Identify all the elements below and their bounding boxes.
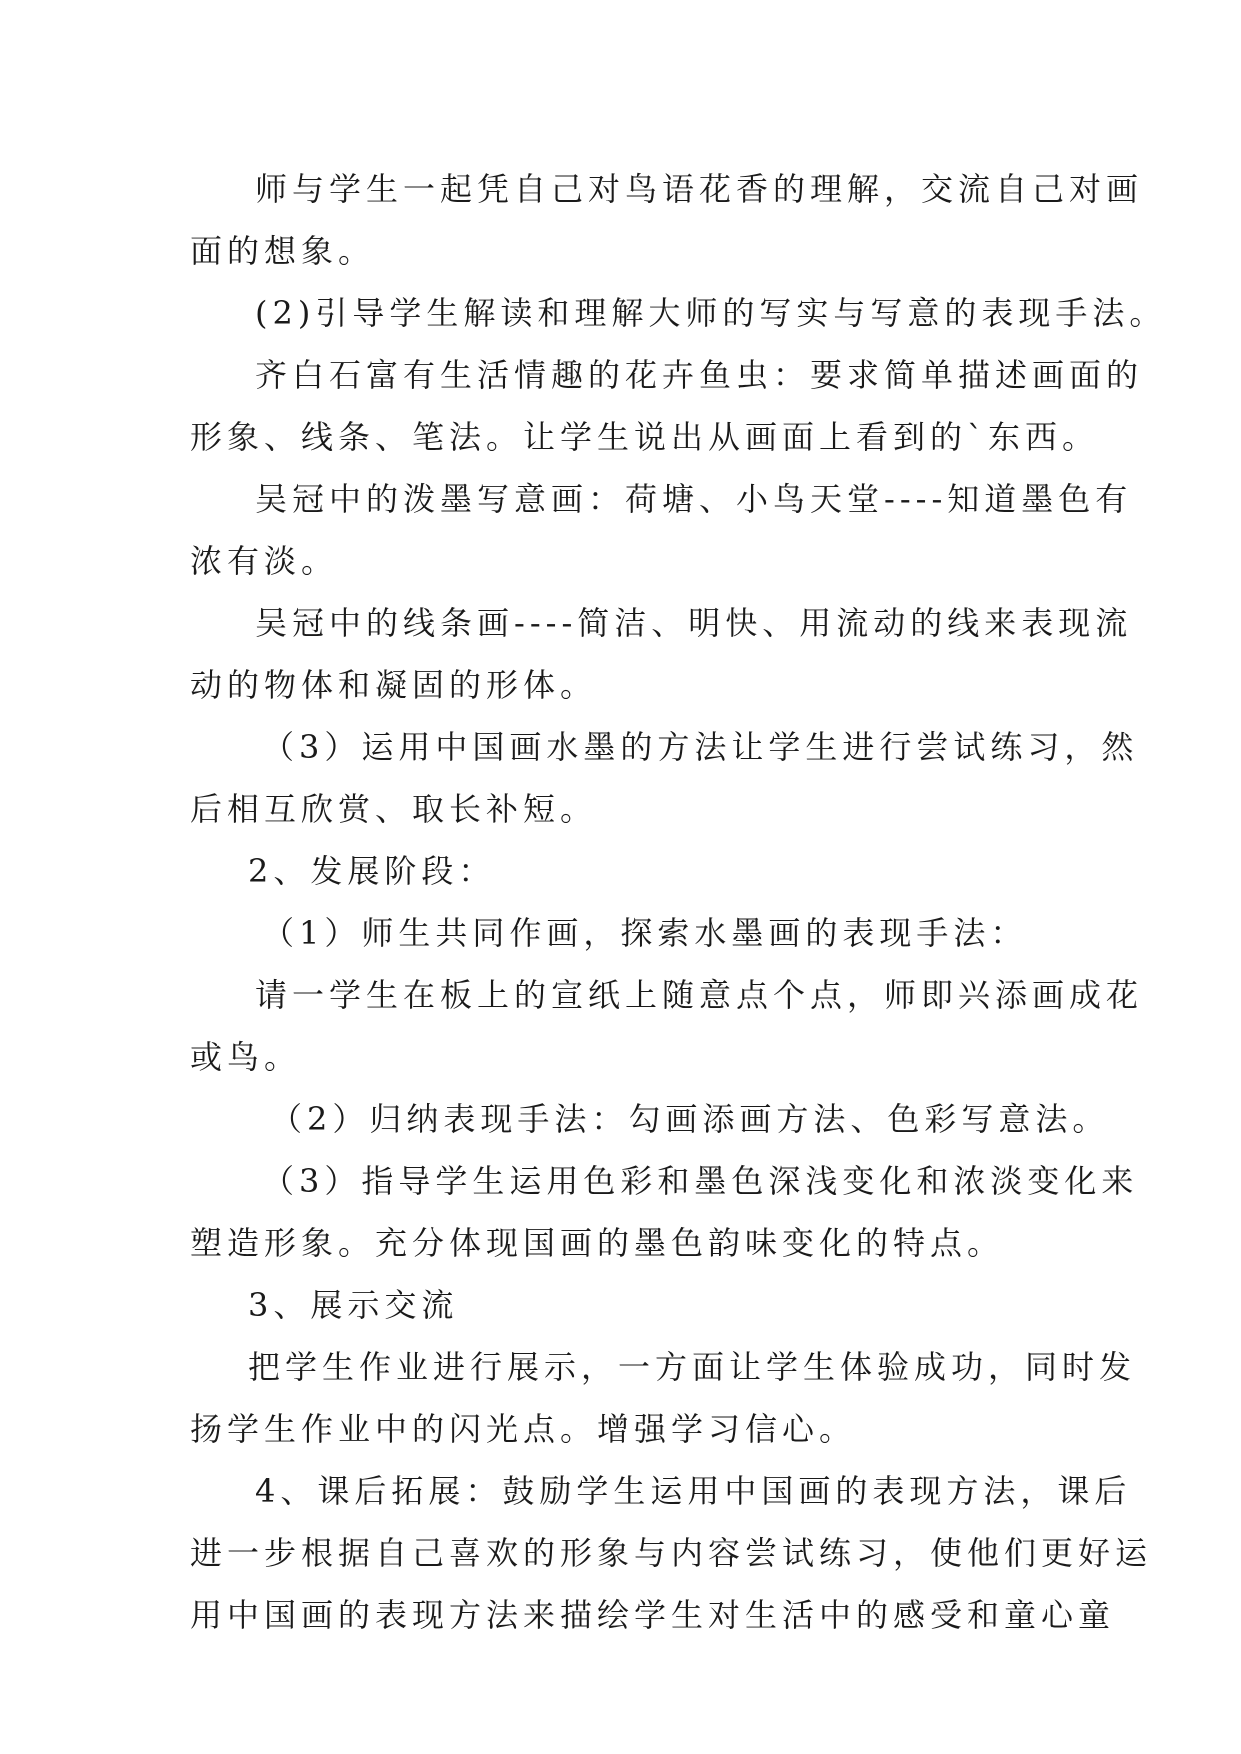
paragraph-line: 动的物体和凝固的形体。 — [190, 666, 598, 704]
paragraph-line: 吴冠中的线条画----简洁、明快、用流动的线来表现流 — [255, 604, 1133, 642]
paragraph-line: 形象、线条、笔法。让学生说出从画面上看到的`东西。 — [190, 418, 1100, 456]
paragraph-line: 师与学生一起凭自己对鸟语花香的理解，交流自己对画 — [255, 170, 1144, 208]
paragraph-line: 把学生作业进行展示，一方面让学生体验成功，同时发 — [248, 1348, 1137, 1386]
section-heading: 2、发展阶段： — [248, 852, 496, 890]
paragraph-line: (2)引导学生解读和理解大师的写实与写意的表现手法。 — [255, 294, 1167, 332]
paragraph-line: （1）师生共同作画，探索水墨画的表现手法： — [262, 914, 1028, 952]
paragraph-line: 面的想象。 — [190, 232, 376, 270]
section-heading: 3、展示交流 — [248, 1286, 459, 1324]
paragraph-line: 或鸟。 — [190, 1038, 302, 1076]
paragraph-line: 后相互欣赏、取长补短。 — [190, 790, 598, 828]
paragraph-line: 请一学生在板上的宣纸上随意点个点，师即兴添画成花 — [255, 976, 1144, 1014]
paragraph-line: （3）指导学生运用色彩和墨色深浅变化和浓淡变化来 — [262, 1162, 1139, 1200]
paragraph-line: （3）运用中国画水墨的方法让学生进行尝试练习，然 — [262, 728, 1139, 766]
document-body — [190, 158, 1167, 1646]
paragraph-line: 塑造形象。充分体现国画的墨色韵味变化的特点。 — [190, 1224, 1005, 1262]
paragraph-line: 进一步根据自己喜欢的形象与内容尝试练习，使他们更好运 — [190, 1534, 1153, 1572]
paragraph-line: 齐白石富有生活情趣的花卉鱼虫：要求简单描述画面的 — [255, 356, 1144, 394]
paragraph-line: 扬学生作业中的闪光点。增强学习信心。 — [190, 1410, 857, 1448]
paragraph-line: （2）归纳表现手法：勾画添画方法、色彩写意法。 — [270, 1100, 1110, 1138]
paragraph-line: 用中国画的表现方法来描绘学生对生活中的感受和童心童 — [190, 1596, 1116, 1634]
paragraph-line: 4、课后拓展：鼓励学生运用中国画的表现方法，课后 — [255, 1472, 1132, 1510]
paragraph-line: 浓有淡。 — [190, 542, 339, 580]
paragraph-line: 吴冠中的泼墨写意画：荷塘、小鸟天堂----知道墨色有 — [255, 480, 1133, 518]
